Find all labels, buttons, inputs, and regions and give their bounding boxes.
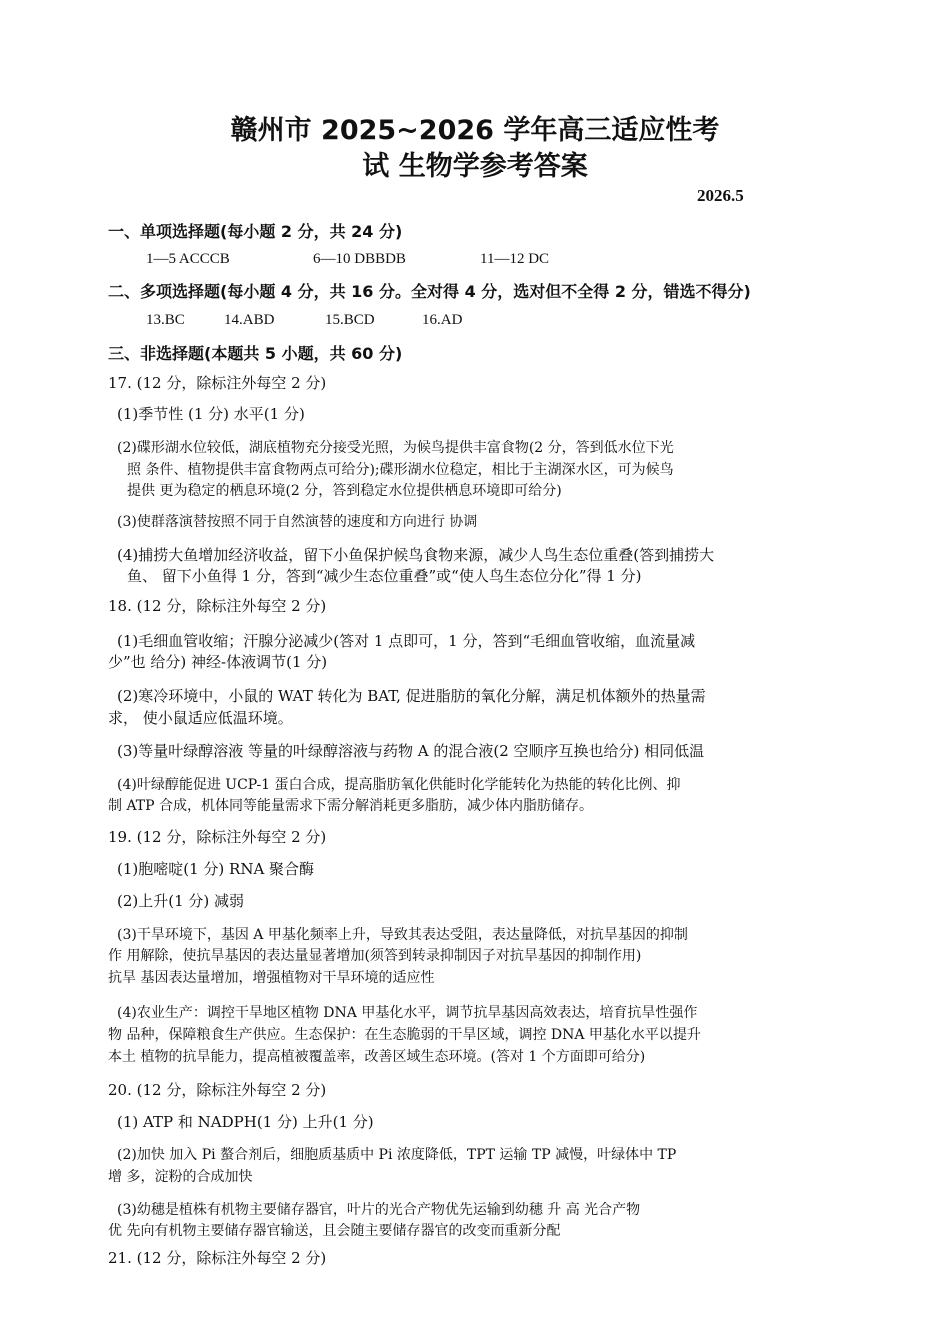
exam-date: 2026.5 bbox=[697, 186, 744, 205]
q19-part1: (1)胞嘧啶(1 分) RNA 聚合酶 bbox=[117, 860, 315, 878]
q20-part3-line1: (3)幼穗是植株有机物主要储存器官，叶片的光合产物优先运输到幼穗 升 高 光合产物 bbox=[117, 1202, 641, 1218]
multi-choice-answer-13: 13.BC bbox=[146, 312, 185, 328]
q17-part4-line1: (4)捕捞大鱼增加经济收益，留下小鱼保护候鸟食物来源，减少人鸟生态位重叠(答到捕捞大 bbox=[117, 546, 715, 564]
q17-part3: (3)使群落演替按照不同于自然演替的速度和方向进行 协调 bbox=[117, 514, 478, 530]
q17-heading: 17. (12 分，除标注外每空 2 分) bbox=[108, 374, 327, 392]
section-non-choice-heading: 三、非选择题(本题共 5 小题，共 60 分) bbox=[108, 344, 403, 363]
title-line-1: 赣州市 2025~2026 学年高三适应性考 bbox=[230, 115, 720, 146]
q18-part4-line1: (4)叶绿醇能促进 UCP-1 蛋白合成，提高脂肪氧化供能时化学能转化为热能的转化比例、抑 bbox=[117, 777, 681, 793]
section-single-choice-heading: 一、单项选择题(每小题 2 分，共 24 分) bbox=[108, 222, 403, 241]
q20-part2-line1: (2)加快 加入 Pi 螯合剂后，细胞质基质中 Pi 浓度降低，TPT 运输 TP 减慢，叶绿体中 TP bbox=[117, 1147, 677, 1163]
q19-heading: 19. (12 分，除标注外每空 2 分) bbox=[108, 828, 327, 846]
q20-heading: 20. (12 分，除标注外每空 2 分) bbox=[108, 1081, 327, 1099]
q18-part1-line1: (1)毛细血管收缩；汗腺分泌减少(答对 1 点即可，1 分，答到“毛细血管收缩，血流量减 bbox=[117, 632, 696, 650]
q19-part3-line3: 抗旱 基因表达量增加，增强植物对干旱环境的适应性 bbox=[108, 970, 435, 986]
q19-part3-line2: 作 用解除，使抗旱基因的表达量显著增加(须答到转录抑制因子对抗旱基因的抑制作用) bbox=[108, 948, 642, 964]
q19-part4-line2: 物 品种，保障粮食生产供应。生态保护：在生态脆弱的干旱区域，调控 DNA 甲基化水平以提升 bbox=[108, 1027, 701, 1043]
multi-choice-answer-14: 14.ABD bbox=[224, 312, 275, 328]
multi-choice-answer-16: 16.AD bbox=[422, 312, 463, 328]
q18-part4-line2: 制 ATP 合成，机体同等能量需求下需分解消耗更多脂肪，减少体内脂肪储存。 bbox=[108, 798, 594, 814]
multi-choice-answer-15: 15.BCD bbox=[325, 312, 375, 328]
q17-part4-line2: 鱼、 留下小鱼得 1 分，答到“减少生态位重叠”或“使人鸟生态位分化”得 1 分) bbox=[127, 567, 642, 585]
single-choice-answers-11-12: 11—12 DC bbox=[480, 251, 550, 267]
q17-part2-line3: 提供 更为稳定的栖息环境(2 分，答到稳定水位提供栖息环境即可给分) bbox=[127, 483, 562, 499]
q19-part3-line1: (3)干旱环境下，基因 A 甲基化频率上升，导致其表达受阻，表达量降低，对抗旱基因的抑制 bbox=[117, 927, 688, 943]
single-choice-answers-1-5: 1—5 ACCCB bbox=[146, 251, 230, 267]
single-choice-answers-6-10: 6—10 DBBDB bbox=[313, 251, 406, 267]
q18-heading: 18. (12 分，除标注外每空 2 分) bbox=[108, 597, 327, 615]
q21-heading: 21. (12 分，除标注外每空 2 分) bbox=[108, 1249, 327, 1267]
q19-part2: (2)上升(1 分) 减弱 bbox=[117, 892, 245, 910]
q20-part3-line2: 优 先向有机物主要储存器官输送，且会随主要储存器官的改变而重新分配 bbox=[108, 1223, 561, 1239]
q20-part1: (1) ATP 和 NADPH(1 分) 上升(1 分) bbox=[117, 1113, 374, 1131]
q18-part1-line2: 少”也 给分) 神经-体液调节(1 分) bbox=[108, 653, 328, 671]
q19-part4-line3: 本土 植物的抗旱能力，提高植被覆盖率，改善区域生态环境。(答对 1 个方面即可给分) bbox=[108, 1049, 646, 1065]
title-line-2: 试 生物学参考答案 bbox=[362, 151, 588, 182]
q17-part2-line1: (2)碟形湖水位较低，湖底植物充分接受光照，为候鸟提供丰富食物(2 分，答到低水位下光 bbox=[117, 440, 674, 456]
q17-part1: (1)季节性 (1 分) 水平(1 分) bbox=[117, 405, 305, 423]
q18-part2-line2: 求， 使小鼠适应低温环境。 bbox=[108, 709, 293, 727]
q17-part2-line2: 照 条件、植物提供丰富食物两点可给分);碟形湖水位稳定，相比于主湖深水区，可为候鸟 bbox=[127, 462, 674, 478]
section-multi-choice-heading: 二、多项选择题(每小题 4 分，共 16 分。全对得 4 分，选对但不全得 2 分，错选不得分) bbox=[108, 282, 751, 301]
q20-part2-line2: 增 多，淀粉的合成加快 bbox=[108, 1169, 253, 1185]
q18-part2-line1: (2)寒冷环境中，小鼠的 WAT 转化为 BAT, 促进脂肪的氧化分解，满足机体额外的热量需 bbox=[117, 687, 706, 705]
q19-part4-line1: (4)农业生产：调控干旱地区植物 DNA 甲基化水平，调节抗旱基因高效表达，培育抗旱性强作 bbox=[117, 1005, 698, 1021]
q18-part3: (3)等量叶绿醇溶液 等量的叶绿醇溶液与药物 A 的混合液(2 空顺序互换也给分) 相同低温 bbox=[117, 742, 705, 760]
